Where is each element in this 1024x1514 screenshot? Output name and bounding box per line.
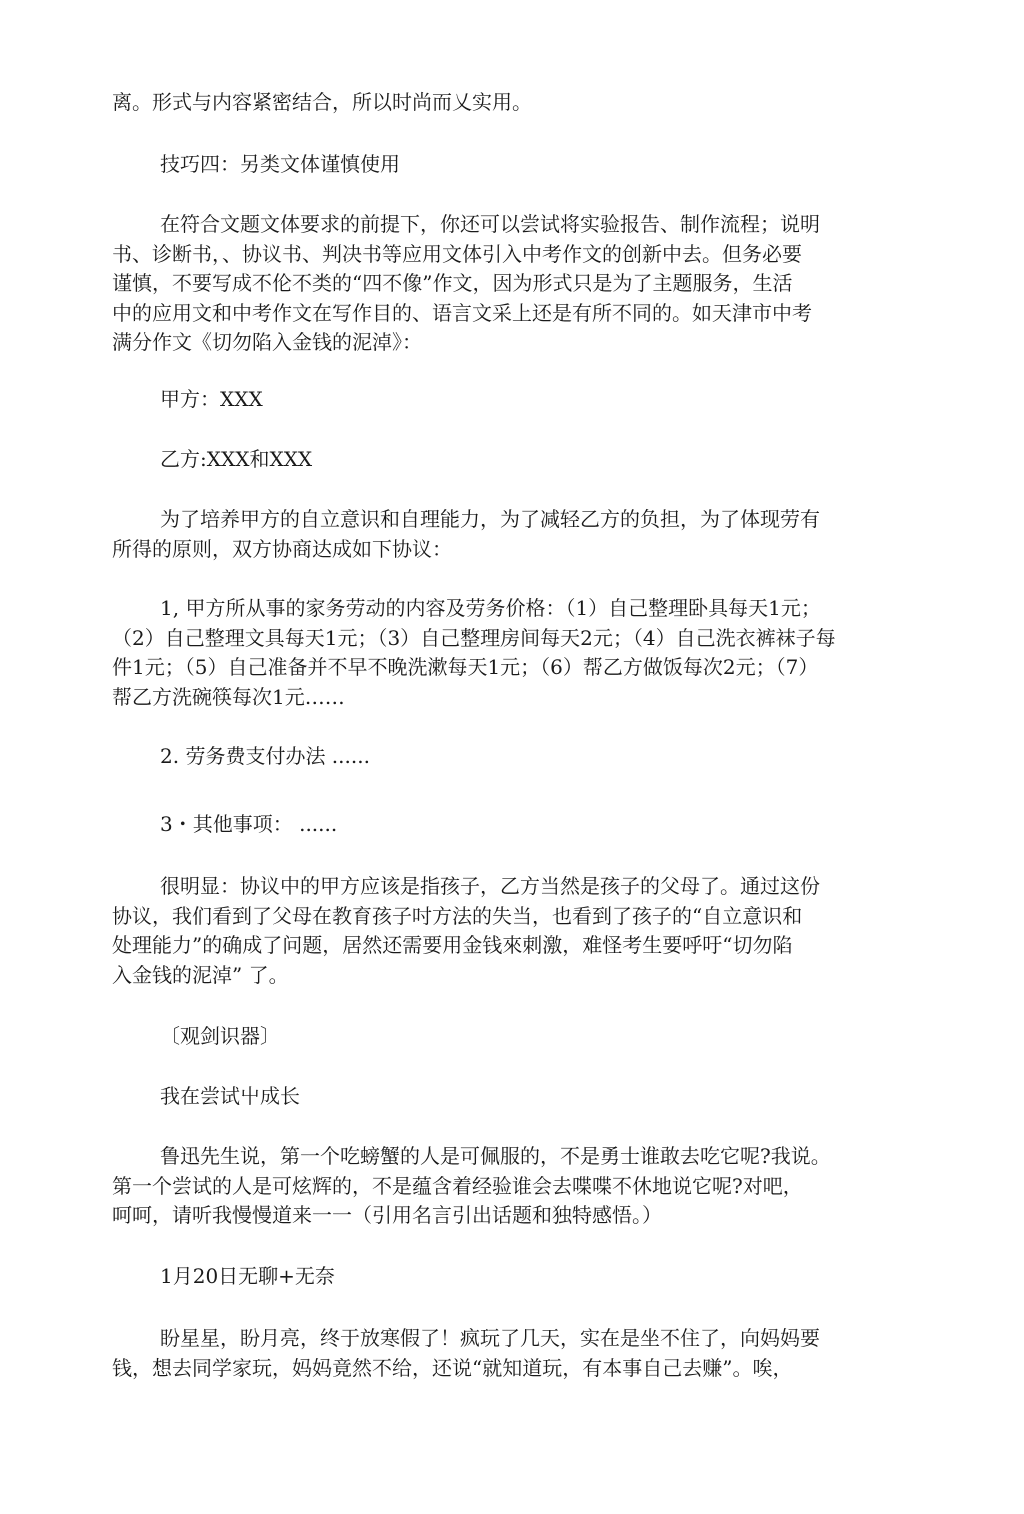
text-line: 3・其他事项： ...... xyxy=(160,812,338,836)
text-line: 呵呵，请听我慢慢道来一一（引用名言引出话题和独特感悟。） xyxy=(112,1203,662,1227)
text-line: 乙方:XXX和XXX xyxy=(160,447,313,471)
text-line: 第一个尝试的人是可炫辉的，不是蕴含着经验谁会去喋喋不休地说它呢?对吧， xyxy=(112,1173,803,1198)
paragraph-analysis xyxy=(112,872,902,990)
paragraph-clause-two xyxy=(112,742,950,772)
heading-tip-four xyxy=(112,150,950,180)
text-line: 入金钱的泥淖” 了。 xyxy=(112,962,289,987)
text-line: 1, 甲方所从事的家务劳动的内容及劳务价格：（1）自己整理卧具每天1元； xyxy=(160,596,821,620)
text-line: 件1元；（5）自己准备并不早不晚洗漱每天1元；（6）帮乙方做饭每次2元；（7） xyxy=(112,655,819,679)
paragraph-clause-one xyxy=(112,594,902,712)
party-a-line xyxy=(112,385,950,415)
paragraph-essay-opening xyxy=(112,1142,902,1231)
text-line: 满分作文《切勿陷入金钱的泥淖》： xyxy=(112,330,422,354)
text-line: 协议，我们看到了父母在教育孩子吋方法的失当，也看到了孩子的“自立意识和 xyxy=(112,903,803,928)
text-line: 帮乙方洗碗筷每次1元…… xyxy=(112,684,345,709)
text-line: 书、诊断书，、协议书、判决书等应用文体引入中考作文的创新中去。但务必要 xyxy=(112,241,802,266)
text-line: （2）自己整理文具每天1元；（3）自己整理房间每天2元；（4）自己洗衣裤袜子每 xyxy=(112,625,836,650)
text-line: 在符合文题文体要求的前提下，你还可以尝试将实验报告、制作流程；说明 xyxy=(160,212,820,236)
paragraph-tip-four-body xyxy=(112,210,902,358)
text-line: 谨慎，不要写成不伦不类的“四不像”作文，因为形式只是为了主题服务，生活 xyxy=(112,271,793,295)
text-line: 钱，想去同学家玩，妈妈竟然不给，还说“就知道玩，有本事自己去赚”。唉， xyxy=(112,1355,793,1380)
text-line: 〔观剑识器〕 xyxy=(160,1024,280,1048)
text-line: 技巧四：另类文体谨慎使用 xyxy=(160,152,400,176)
text-line: 盼星星，盼月亮，终于放寒假了！疯玩了几天，实在是坐不住了，向妈妈要 xyxy=(160,1326,820,1350)
section-heading xyxy=(112,1022,950,1052)
text-line: 1月20日无聊+无奈 xyxy=(160,1264,335,1288)
text-line: 2. 劳务费支付办法 ...... xyxy=(160,744,370,768)
paragraph-clause-three xyxy=(112,810,950,840)
text-line: 所得的原则，双方协商达成如下协议： xyxy=(112,536,452,561)
paragraph-diary-body xyxy=(112,1324,902,1383)
paragraph-agreement-intro xyxy=(112,505,902,564)
diary-date-heading xyxy=(112,1262,950,1292)
text-line: 我在尝试屮成长 xyxy=(160,1084,300,1108)
text-line: 为了培养甲方的自立意识和自理能力，为了减轻乙方的负担，为了体现劳有 xyxy=(160,507,820,531)
text-line: 很明显：协议中的甲方应该是指孩子，乙方当然是孩子的父母了。通过这份 xyxy=(160,874,820,898)
paragraph-intro-tail xyxy=(112,88,902,118)
essay-title xyxy=(112,1082,950,1112)
text-line: 甲方：XXX xyxy=(160,387,263,411)
text-line: 中的应用文和中考作文在写作目的、语言文采上还是有所不同的。如天津市中考 xyxy=(112,300,812,325)
text-line: 处理能力”的确成了问题，居然还需要用金钱來刺激，难怪考生要呼吁“切勿陷 xyxy=(112,933,793,957)
party-b-line xyxy=(112,445,950,475)
text-line: 鲁迅先生说，第一个吃螃蟹的人是可佩服的，不是勇士谁敢去吃它呢?我说。 xyxy=(160,1144,831,1168)
text-line: 离。形式与内容紧密结合，所以时尚而乂实用。 xyxy=(112,90,532,114)
